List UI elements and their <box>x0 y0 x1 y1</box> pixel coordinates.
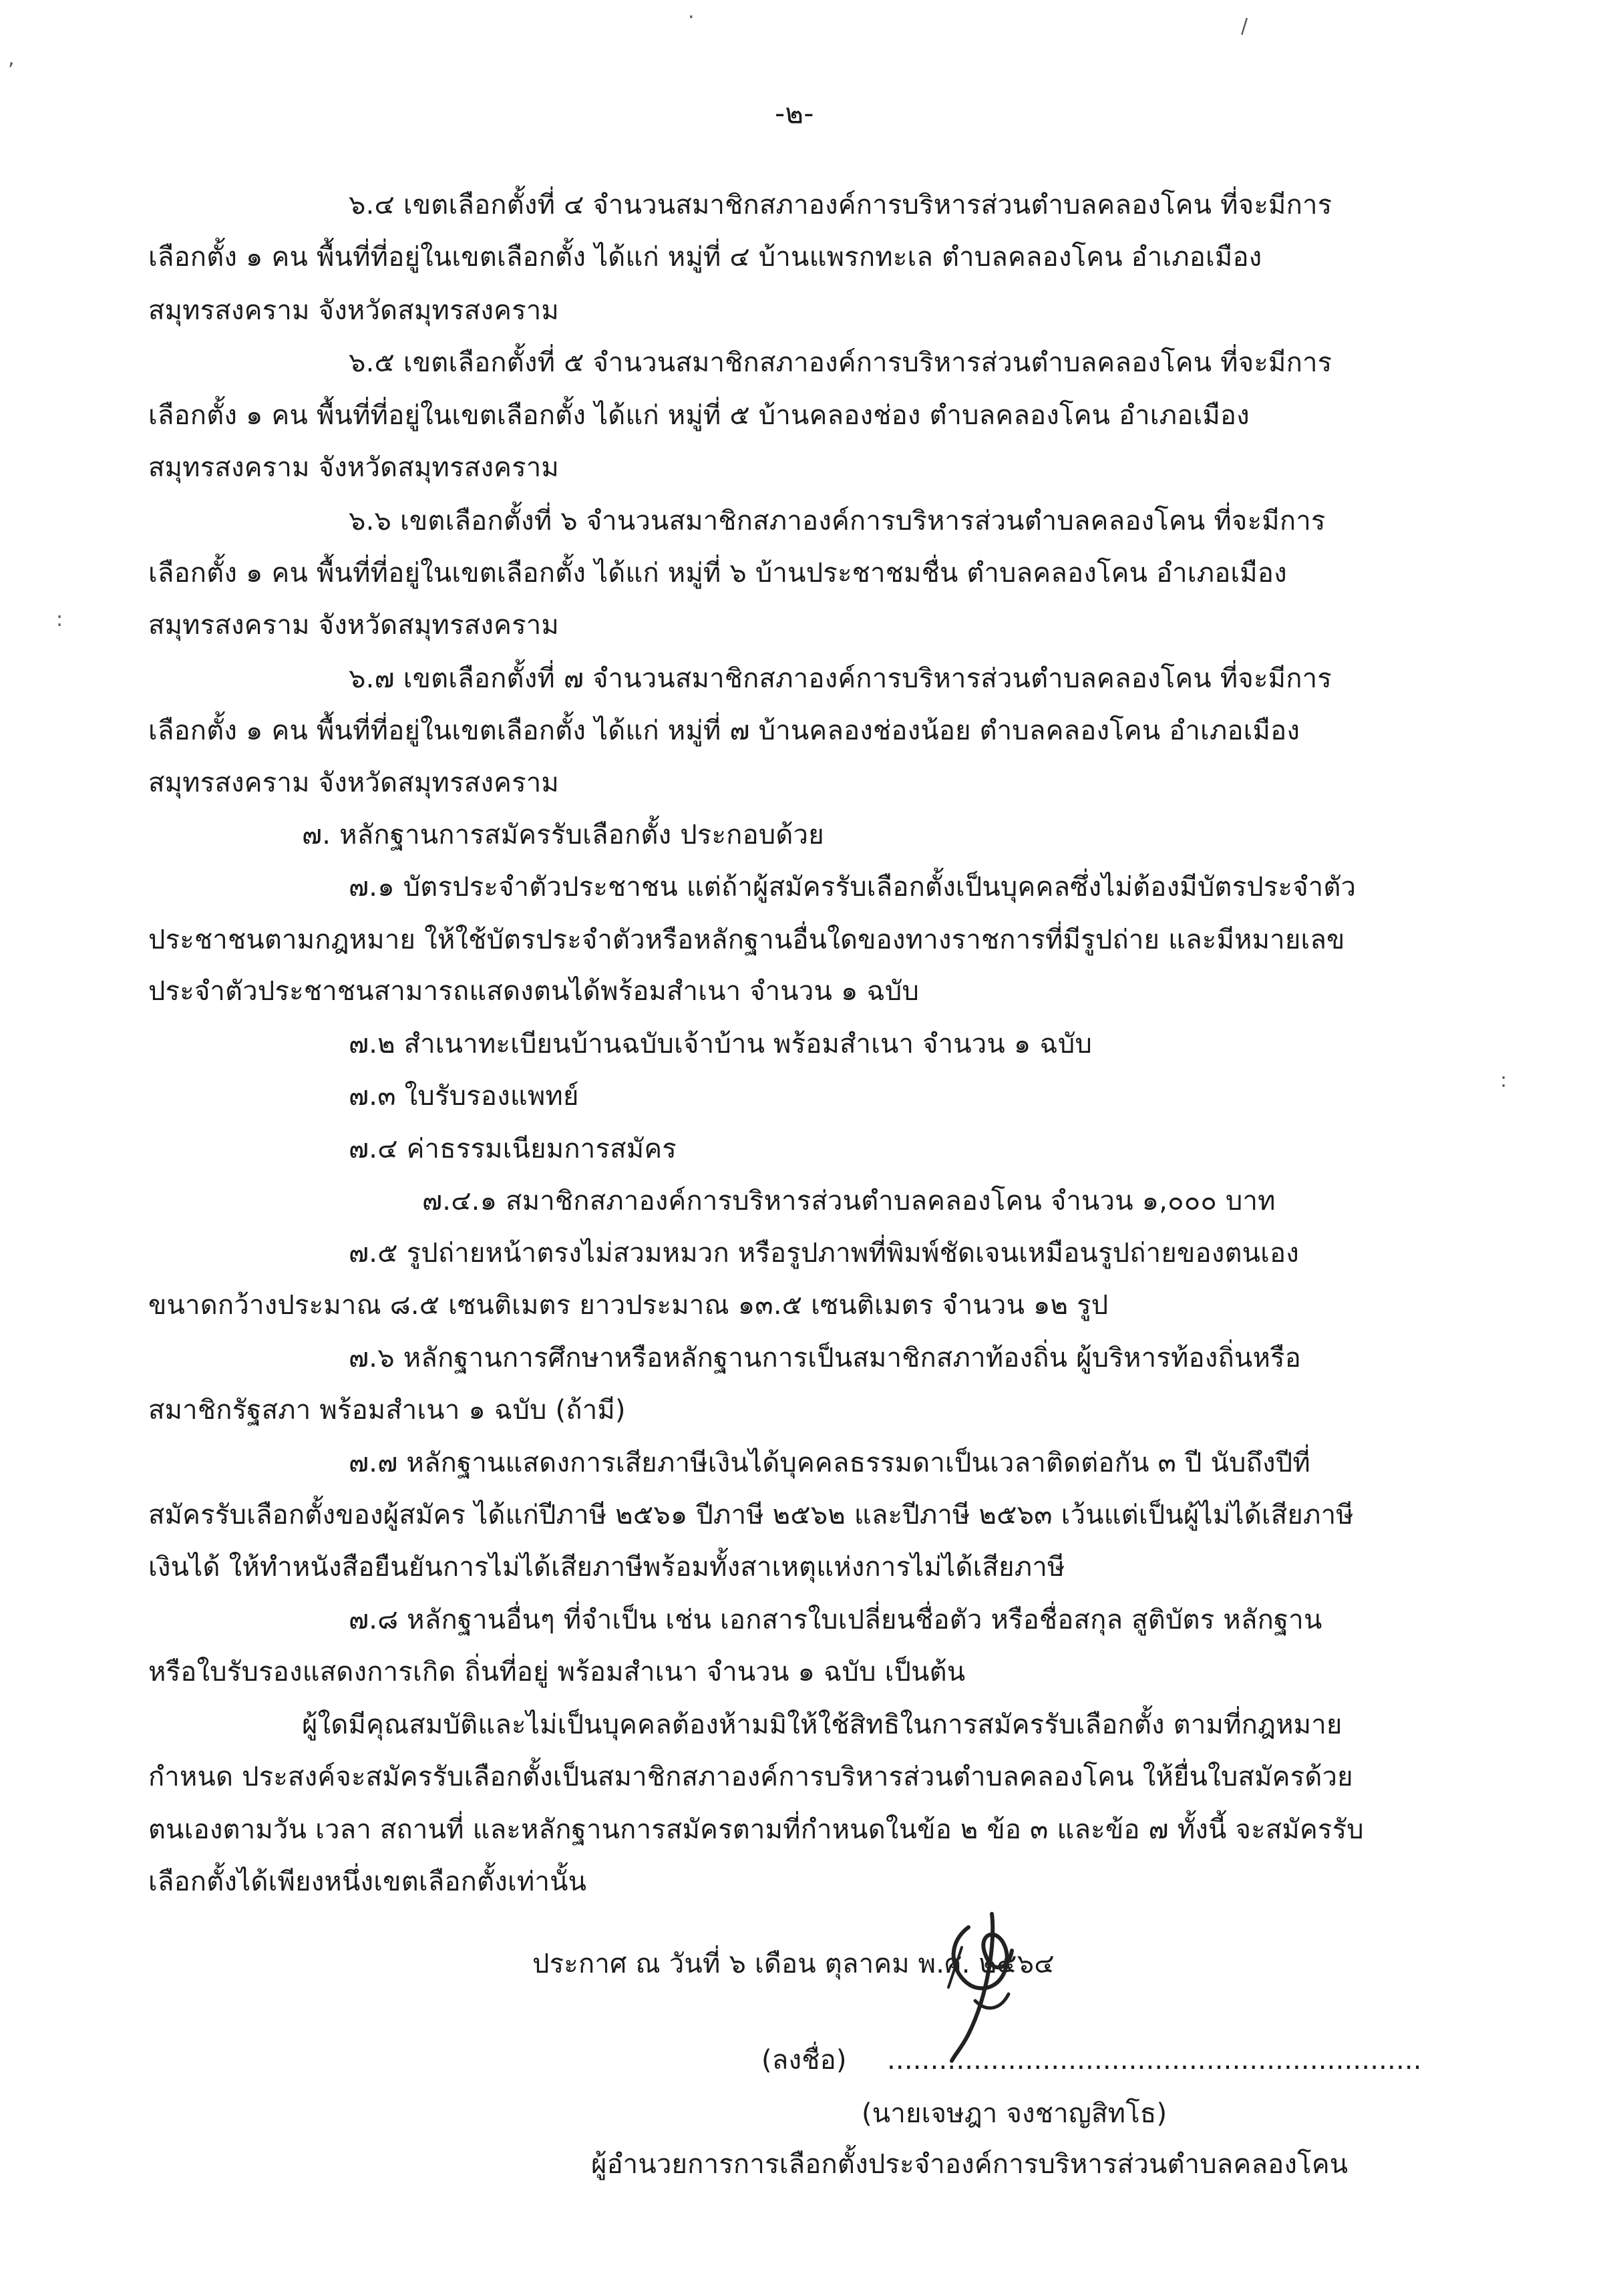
announcement-date: ประกาศ ณ วันที่ ๖ เดือน ตุลาคม พ.ศ. ๒๕๖๔ <box>532 1949 1055 1979</box>
body-line: เลือกตั้ง ๑ คน พื้นที่ที่อยู่ในเขตเลือกตั้ง ได้แก่ หมู่ที่ ๔ บ้านแพรกทะเล ตำบลคลองโคน อำเภอเมือง <box>148 242 1262 273</box>
body-line: สมุทรสงคราม จังหวัดสมุทรสงคราม <box>148 768 559 798</box>
body-line: ประจำตัวประชาชนสามารถแสดงตนได้พร้อมสำเนา จำนวน ๑ ฉบับ <box>148 976 920 1007</box>
section-heading: ๗. หลักฐานการสมัครรับเลือกตั้ง ประกอบด้วย <box>302 820 824 850</box>
body-line: สมุทรสงคราม จังหวัดสมุทรสงคราม <box>148 610 559 641</box>
body-line: ๗.๒ สำเนาทะเบียนบ้านฉบับเจ้าบ้าน พร้อมสำเนา จำนวน ๑ ฉบับ <box>349 1029 1093 1059</box>
signer-name: (นายเจษฎา จงชาญสิทโธ) <box>862 2098 1168 2129</box>
body-line: ประชาชนตามกฎหมาย ให้ใช้บัตรประจำตัวหรือหลักฐานอื่นใดของทางราชการที่มีรูปถ่าย และมีหมายเลข <box>148 925 1345 955</box>
scan-speck: / <box>1241 15 1248 38</box>
sign-label: (ลงชื่อ) <box>761 2045 847 2076</box>
body-line: ขนาดกว้างประมาณ ๘.๕ เซนติเมตร ยาวประมาณ ๑๓.๕ เซนติเมตร จำนวน ๑๒ รูป <box>148 1290 1109 1321</box>
signer-title: ผู้อำนวยการการเลือกตั้งประจำองค์การบริหารส่วนตำบลคลองโคน <box>591 2149 1349 2180</box>
body-line: สมุทรสงคราม จังหวัดสมุทรสงคราม <box>148 295 559 326</box>
page-number: -๒- <box>775 97 814 130</box>
body-line: ผู้ใดมีคุณสมบัติและไม่เป็นบุคคลต้องห้ามมิให้ใช้สิทธิในการสมัครรับเลือกตั้ง ตามที่กฎหมาย <box>302 1709 1343 1740</box>
body-line: ๗.๔.๑ สมาชิกสภาองค์การบริหารส่วนตำบลคลองโคน จำนวน ๑,๐๐๐ บาท <box>422 1186 1276 1216</box>
scan-speck: , <box>8 47 15 70</box>
body-line: ตนเองตามวัน เวลา สถานที่ และหลักฐานการสมัครตามที่กำหนดในข้อ ๒ ข้อ ๓ และข้อ ๗ ทั้งนี้ จะสมัครรับ <box>148 1814 1364 1845</box>
signature-line: .............................................................. <box>887 2045 1422 2076</box>
body-line: เลือกตั้งได้เพียงหนึ่งเขตเลือกตั้งเท่านั้น <box>148 1866 587 1897</box>
body-line: สมาชิกรัฐสภา พร้อมสำเนา ๑ ฉบับ (ถ้ามี) <box>148 1395 626 1426</box>
body-line: กำหนด ประสงค์จะสมัครรับเลือกตั้งเป็นสมาชิกสภาองค์การบริหารส่วนตำบลคลองโคน ให้ยื่นใบสมัครด้วย <box>148 1762 1353 1792</box>
body-line: สมุทรสงคราม จังหวัดสมุทรสงคราม <box>148 452 559 483</box>
body-line: ๗.๕ รูปถ่ายหน้าตรงไม่สวมหมวก หรือรูปภาพที่พิมพ์ชัดเจนเหมือนรูปถ่ายของตนเอง <box>349 1238 1299 1269</box>
scan-speck: . <box>688 0 695 23</box>
body-line: ๖.๖ เขตเลือกตั้งที่ ๖ จำนวนสมาชิกสภาองค์การบริหารส่วนตำบลคลองโคน ที่จะมีการ <box>349 506 1326 536</box>
body-line: ๗.๖ หลักฐานการศึกษาหรือหลักฐานการเป็นสมาชิกสภาท้องถิ่น ผู้บริหารท้องถิ่นหรือ <box>349 1343 1301 1373</box>
body-line: ๗.๘ หลักฐานอื่นๆ ที่จำเป็น เช่น เอกสารใบเปลี่ยนชื่อตัว หรือชื่อสกุล สูติบัตร หลักฐาน <box>349 1605 1322 1635</box>
body-line: หรือใบรับรองแสดงการเกิด ถิ่นที่อยู่ พร้อมสำเนา จำนวน ๑ ฉบับ เป็นต้น <box>148 1657 966 1687</box>
body-line: สมัครรับเลือกตั้งของผู้สมัคร ได้แก่ปีภาษี ๒๕๖๑ ปีภาษี ๒๕๖๒ และปีภาษี ๒๕๖๓ เว้นแต่เป็นผู้ไม่ได้เสียภาษี <box>148 1500 1354 1530</box>
scan-speck: : <box>1500 1069 1507 1092</box>
handwritten-signature <box>928 1901 1042 2068</box>
scan-speck: : <box>56 608 63 631</box>
body-line: เลือกตั้ง ๑ คน พื้นที่ที่อยู่ในเขตเลือกตั้ง ได้แก่ หมู่ที่ ๗ บ้านคลองช่องน้อย ตำบลคลองโคน อำเภอเมือง <box>148 715 1300 746</box>
body-line: ๗.๑ บัตรประจำตัวประชาชน แต่ถ้าผู้สมัครรับเลือกตั้งเป็นบุคคลซึ่งไม่ต้องมีบัตรประจำตัว <box>349 872 1357 903</box>
body-line: ๖.๔ เขตเลือกตั้งที่ ๔ จำนวนสมาชิกสภาองค์การบริหารส่วนตำบลคลองโคน ที่จะมีการ <box>349 190 1332 220</box>
body-line: เลือกตั้ง ๑ คน พื้นที่ที่อยู่ในเขตเลือกตั้ง ได้แก่ หมู่ที่ ๕ บ้านคลองช่อง ตำบลคลองโคน อำเภอเมือง <box>148 400 1250 431</box>
body-line: เลือกตั้ง ๑ คน พื้นที่ที่อยู่ในเขตเลือกตั้ง ได้แก่ หมู่ที่ ๖ บ้านประชาชมชื่น ตำบลคลองโคน อำเภอเมือง <box>148 558 1287 589</box>
body-line: ๖.๗ เขตเลือกตั้งที่ ๗ จำนวนสมาชิกสภาองค์การบริหารส่วนตำบลคลองโคน ที่จะมีการ <box>349 663 1332 694</box>
body-line: ๗.๗ หลักฐานแสดงการเสียภาษีเงินได้บุคคลธรรมดาเป็นเวลาติดต่อกัน ๓ ปี นับถึงปีที่ <box>349 1448 1310 1478</box>
body-line: ๗.๔ ค่าธรรมเนียมการสมัคร <box>349 1134 677 1164</box>
body-line: เงินได้ ให้ทำหนังสือยืนยันการไม่ได้เสียภาษีพร้อมทั้งสาเหตุแห่งการไม่ได้เสียภาษี <box>148 1552 1065 1583</box>
body-line: ๖.๕ เขตเลือกตั้งที่ ๕ จำนวนสมาชิกสภาองค์การบริหารส่วนตำบลคลองโคน ที่จะมีการ <box>349 347 1332 378</box>
body-line: ๗.๓ ใบรับรองแพทย์ <box>349 1081 579 1112</box>
